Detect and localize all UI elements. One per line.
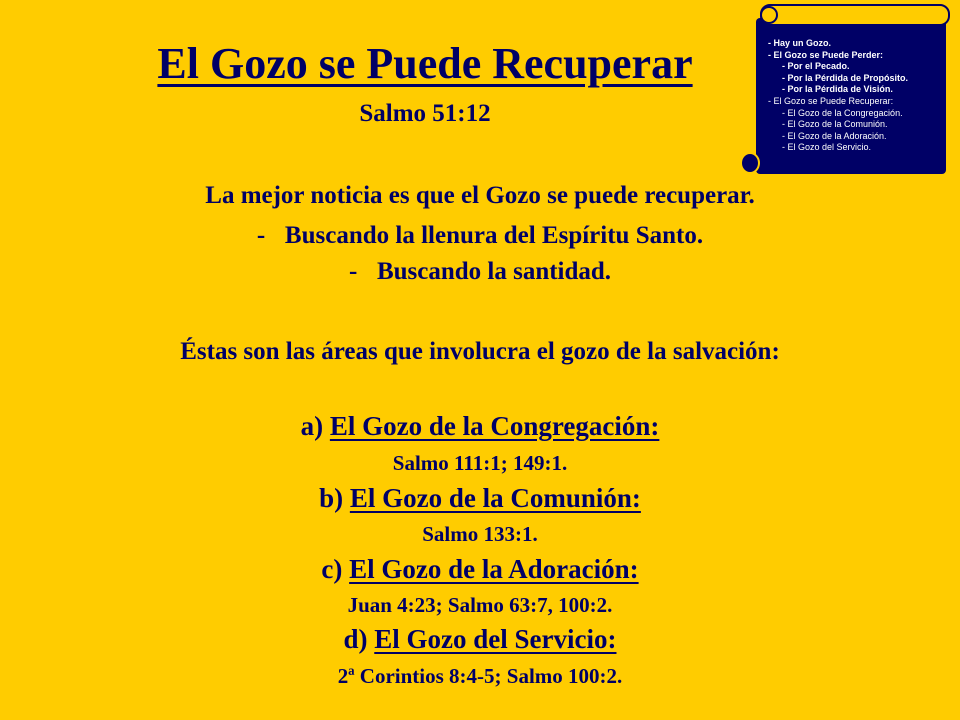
bullet-2	[0, 258, 960, 286]
area-d	[0, 624, 960, 655]
outline-item: - Hay un Gozo.	[768, 38, 831, 48]
scroll-top-roll	[760, 4, 950, 26]
outline-scroll	[752, 4, 950, 176]
scroll-curl-icon	[760, 6, 778, 24]
bullet-dash: -	[348, 258, 358, 285]
area-letter: b)	[319, 483, 344, 513]
area-b	[0, 483, 960, 514]
outline-item: - El Gozo del Servicio.	[782, 142, 872, 153]
bullet-text: Buscando la santidad.	[376, 258, 612, 285]
outline-item: - El Gozo se Puede Recuperar:	[768, 95, 894, 106]
bullet-text: Buscando la llenura del Espíritu Santo.	[284, 222, 704, 249]
area-d-ref: 2ª Corintios 8:4-5; Salmo 100:2.	[337, 664, 623, 688]
bullet-1	[0, 222, 960, 250]
area-letter: a)	[300, 411, 324, 441]
scroll-curl-icon	[740, 152, 760, 174]
outline-list	[768, 38, 948, 154]
outline-item: - El Gozo de la Congregación.	[782, 107, 903, 118]
outline-item: - El Gozo se Puede Perder:	[768, 49, 884, 60]
outline-item: - Por la Pérdida de Propósito.	[782, 72, 909, 83]
outline-item: - El Gozo de la Adoración.	[782, 130, 887, 141]
area-name: El Gozo del Servicio:	[374, 624, 617, 654]
outline-item: - Por el Pecado.	[782, 61, 850, 72]
area-c-ref: Juan 4:23; Salmo 63:7, 100:2.	[347, 593, 613, 617]
title-reference: Salmo 51:12	[359, 100, 491, 127]
outline-item: - El Gozo de la Comunión.	[782, 119, 888, 130]
area-a-ref: Salmo 111:1; 149:1.	[392, 451, 568, 475]
area-b-ref: Salmo 133:1.	[422, 522, 538, 546]
area-a	[0, 411, 960, 442]
area-name: El Gozo de la Comunión:	[349, 483, 641, 513]
areas-heading: Éstas son las áreas que involucra el gozo de la salvación:	[180, 338, 780, 365]
intro-text: La mejor noticia es que el Gozo se puede recuperar.	[205, 182, 755, 209]
outline-item: - Por la Pérdida de Visión.	[782, 84, 893, 95]
area-c	[0, 554, 960, 585]
page-title: El Gozo se Puede Recuperar	[157, 39, 693, 88]
area-name: El Gozo de la Congregación:	[329, 411, 660, 441]
bullet-dash: -	[256, 222, 266, 249]
area-letter: d)	[343, 624, 368, 654]
area-letter: c)	[321, 554, 343, 584]
area-name: El Gozo de la Adoración:	[349, 554, 639, 584]
